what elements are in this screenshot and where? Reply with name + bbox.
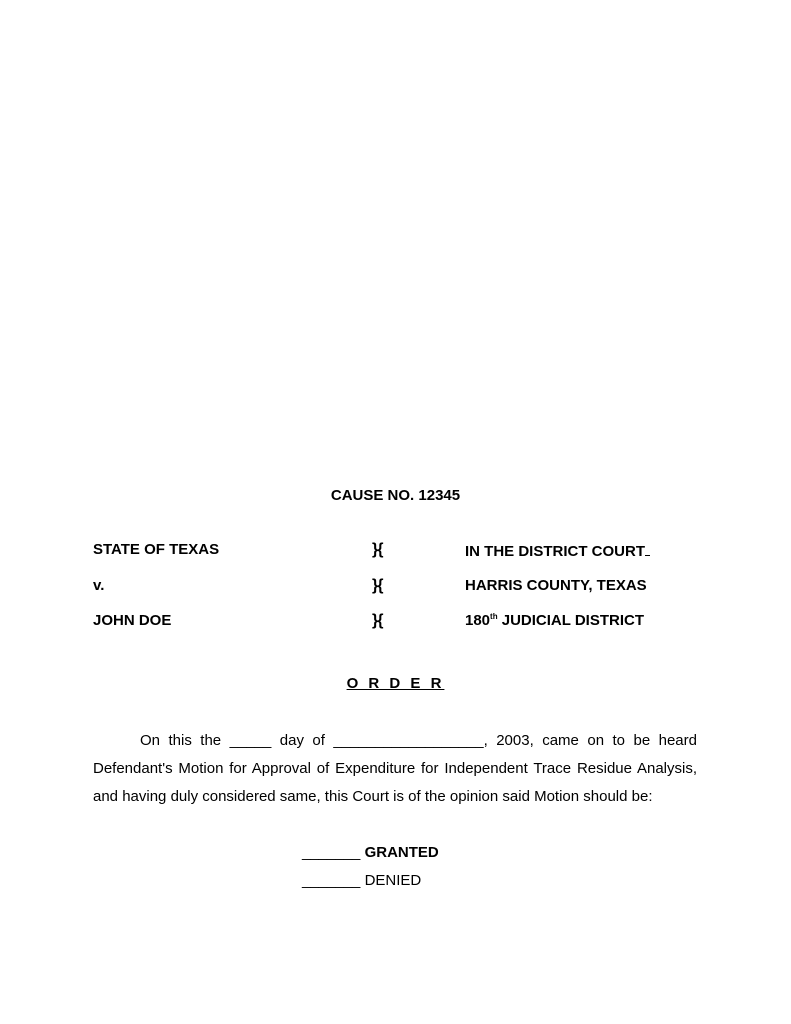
ruling-granted-blank: _______ — [302, 844, 361, 861]
order-title — [0, 675, 791, 692]
caption-county: HARRIS COUNTY, TEXAS — [465, 577, 647, 594]
caption-district — [465, 612, 644, 629]
order-title-text: O R D E R — [346, 675, 445, 692]
caption-court-underline — [645, 541, 650, 556]
cause-number: CAUSE NO. 12345 — [330, 487, 461, 504]
caption-separator: }{ — [372, 577, 383, 594]
caption-party-state: STATE OF TEXAS — [93, 541, 220, 558]
ruling-denied-blank: _______ — [302, 872, 361, 889]
caption-row-1 — [0, 541, 791, 563]
caption-court-text: IN THE DISTRICT COURT — [465, 543, 645, 560]
ruling-granted-label: GRANTED — [364, 844, 439, 861]
order-paragraph: On this the _____ day of __________________, 2003, came on to be heard Defendant's Motion for Approval of Expenditure for Independent Trace Residue Analysis, and having duly considered same, this Court is of the opinion said Motion should be: — [93, 732, 697, 805]
caption-district-label: JUDICIAL DISTRICT — [497, 612, 644, 629]
caption-district-ordinal: th — [490, 612, 498, 621]
caption-row-2 — [0, 577, 791, 599]
ruling-denied — [302, 872, 421, 889]
caption-separator: }{ — [372, 541, 383, 558]
caption-court — [465, 541, 650, 560]
ruling-granted — [302, 844, 439, 861]
ruling-denied-label: DENIED — [364, 872, 422, 889]
caption-separator: }{ — [372, 612, 383, 629]
caption-versus: v. — [93, 577, 105, 594]
caption-party-defendant: JOHN DOE — [93, 612, 172, 629]
caption-district-number: 180 — [465, 612, 491, 629]
caption-row-3 — [0, 612, 791, 634]
